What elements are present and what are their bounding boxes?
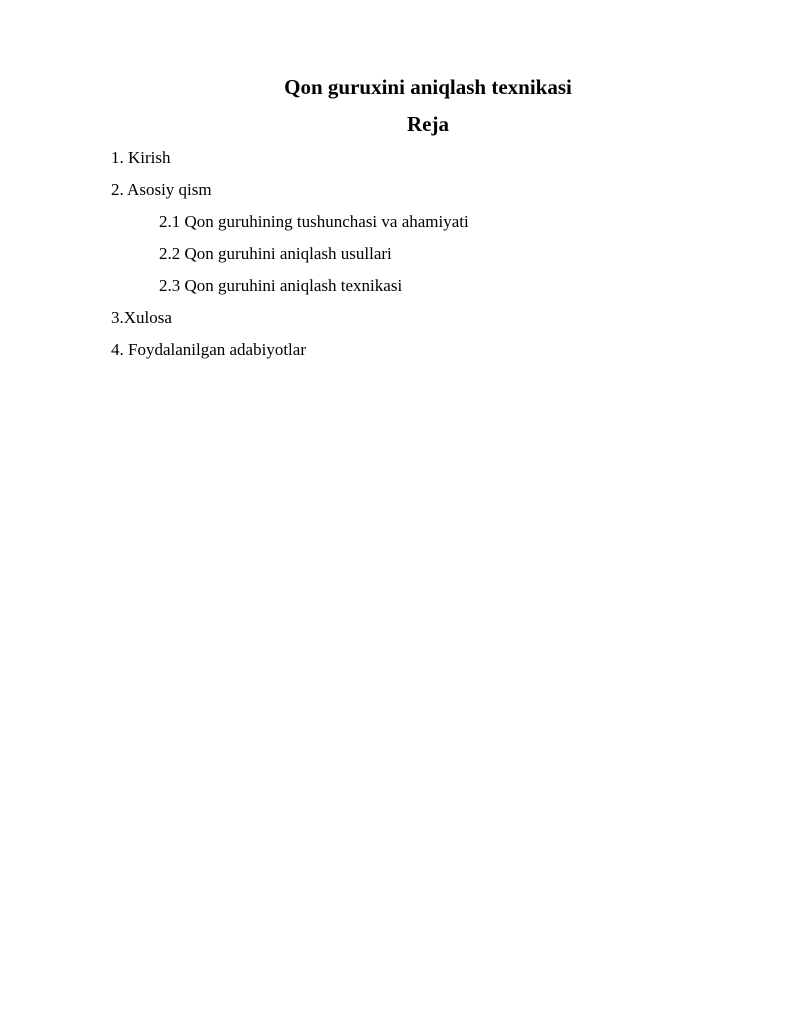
plan-heading: Reja (407, 112, 449, 136)
toc-item-introduction: 1. Kirish (111, 148, 171, 167)
toc-item-conclusion: 3.Xulosa (111, 308, 172, 327)
table-of-contents (111, 146, 469, 370)
toc-subitem-concept: 2.1 Qon guruhining tushunchasi va ahamiyati (159, 212, 469, 231)
toc-item-main-part: 2. Asosiy qism (111, 180, 212, 199)
toc-subitem-methods: 2.2 Qon guruhini aniqlash usullari (159, 244, 392, 263)
toc-subitem-technique: 2.3 Qon guruhini aniqlash texnikasi (159, 276, 403, 295)
document-title: Qon guruxini aniqlash texnikasi (284, 75, 572, 99)
toc-item-references: 4. Foydalanilgan adabiyotlar (111, 340, 306, 359)
